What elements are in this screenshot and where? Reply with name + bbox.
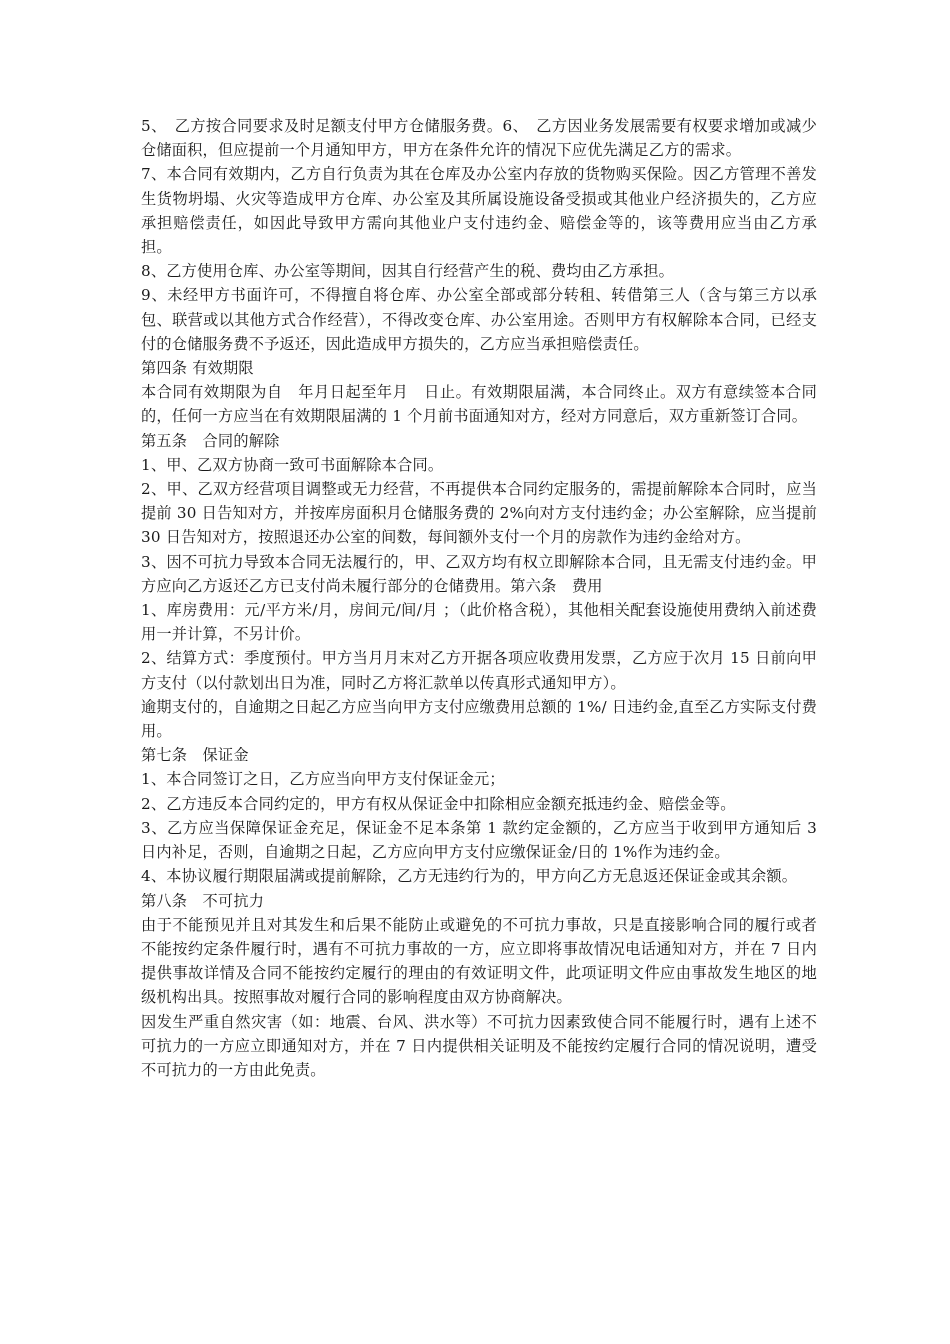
section-heading-4: 第四条 有效期限: [141, 359, 254, 378]
paragraph-deposit-1: 1、本合同签订之日，乙方应当向甲方支付保证金元；: [141, 770, 505, 789]
paragraph-deposit-2: 2、乙方违反本合同约定的，甲方有权从保证金中扣除相应金额充抵违约金、赔偿金等。: [141, 794, 736, 813]
section-heading-5: 第五条 合同的解除: [141, 431, 280, 450]
paragraph-fees-1: 1、库房费用：元/平方米/月，房间元/间/月 ；（此价格含税），其他相关配套设施使用费纳入前述费用一并计算，不另计价。: [141, 601, 817, 644]
paragraph-force-majeure-2: 因发生严重自然灾害（如：地震、台风、洪水等）不可抗力因素致使合同不能履行时，遇有上述不可抗力的一方应立即通知对方，并在 7 日内提供相关证明及不能按约定履行合同的情况说明，遭受不可抗力的一方由此免责。: [141, 1012, 817, 1079]
paragraph-fees-2: 2、结算方式：季度预付。甲方当月月末对乙方开据各项应收费用发票，乙方应于次月 15 日前向甲方支付（以付款划出日为准，同时乙方将汇款单以传真形式通知甲方）。: [141, 649, 817, 692]
section-heading-8: 第八条 不可抗力: [141, 891, 265, 910]
paragraph-validity-period: 本合同有效期限为自 年月日起至年月 日止。有效期限届满，本合同终止。双方有意续签本合同的，任何一方应当在有效期限届满的 1 个月前书面通知对方，经对方同意后，双方重新签订合同。: [141, 383, 817, 426]
paragraph-deposit-4: 4、本协议履行期限届满或提前解除，乙方无违约行为的，甲方向乙方无息返还保证金或其余额。: [141, 867, 798, 886]
paragraph-termination-1: 1、甲、乙双方协商一致可书面解除本合同。: [141, 455, 444, 474]
paragraph-clause-3-8: 8、乙方使用仓库、办公室等期间，因其自行经营产生的税、费均由乙方承担。: [141, 262, 675, 281]
paragraph-force-majeure-1: 由于不能预见并且对其发生和后果不能防止或避免的不可抗力事故，只是直接影响合同的履行或者不能按约定条件履行时，遇有不可抗力事故的一方，应立即将事故情况电话通知对方，并在 7 日内提供事故详情及合同不能按约定履行的理由的有效证明文件，此项证明文件应由事故发生地区的地级机构出具。按照事故对履行合同的影响程度由双方协商解决。: [141, 915, 817, 1007]
paragraph-termination-2: 2、甲、乙双方经营项目调整或无力经营，不再提供本合同约定服务的，需提前解除本合同时，应当提前 30 日告知对方，并按库房面积月仓储服务费的 2%向对方支付违约金；办公室解除，应当提前 30 日告知对方，按照退还办公室的间数，每间额外支付一个月的房款作为违约金给对方。: [141, 480, 817, 547]
paragraph-clause-3-5-6: 5、 乙方按合同要求及时足额支付甲方仓储服务费。6、 乙方因业务发展需要有权要求增加或减少仓储面积，但应提前一个月通知甲方，甲方在条件允许的情况下应优先满足乙方的需求。: [141, 117, 817, 160]
paragraph-clause-3-7: 7、本合同有效期内，乙方自行负责为其在仓库及办公室内存放的货物购买保险。因乙方管理不善发生货物坍塌、火灾等造成甲方仓库、办公室及其所属设施设备受损或其他业户经济损失的，乙方应承担赔偿责任，如因此导致甲方需向其他业户支付违约金、赔偿金等的，该等费用应当由乙方承担。: [141, 165, 817, 257]
section-heading-7: 第七条 保证金: [141, 746, 249, 765]
paragraph-late-payment: 逾期支付的，自逾期之日起乙方应当向甲方支付应缴费用总额的 1%/ 日违约金,直至乙方实际支付费用。: [141, 697, 817, 741]
paragraph-deposit-3: 3、乙方应当保障保证金充足，保证金不足本条第 1 款约定金额的，乙方应当于收到甲方通知后 3 日内补足，否则，自逾期之日起，乙方应向甲方支付应缴保证金/日的 1%作为违约金。: [141, 818, 817, 862]
paragraph-clause-3-9: 9、未经甲方书面许可，不得擅自将仓库、办公室全部或部分转租、转借第三人（含与第三方以承包、联营或以其他方式合作经营），不得改变仓库、办公室用途。否则甲方有权解除本合同，已经支付的仓储服务费不予返还，因此造成甲方损失的，乙方应当承担赔偿责任。: [141, 286, 817, 353]
document-page: [141, 114, 817, 1082]
paragraph-termination-3: 3、因不可抗力导致本合同无法履行的，甲、乙双方均有权立即解除本合同，且无需支付违约金。甲方应向乙方返还乙方已支付尚未履行部分的仓储费用。第六条 费用: [141, 552, 817, 595]
